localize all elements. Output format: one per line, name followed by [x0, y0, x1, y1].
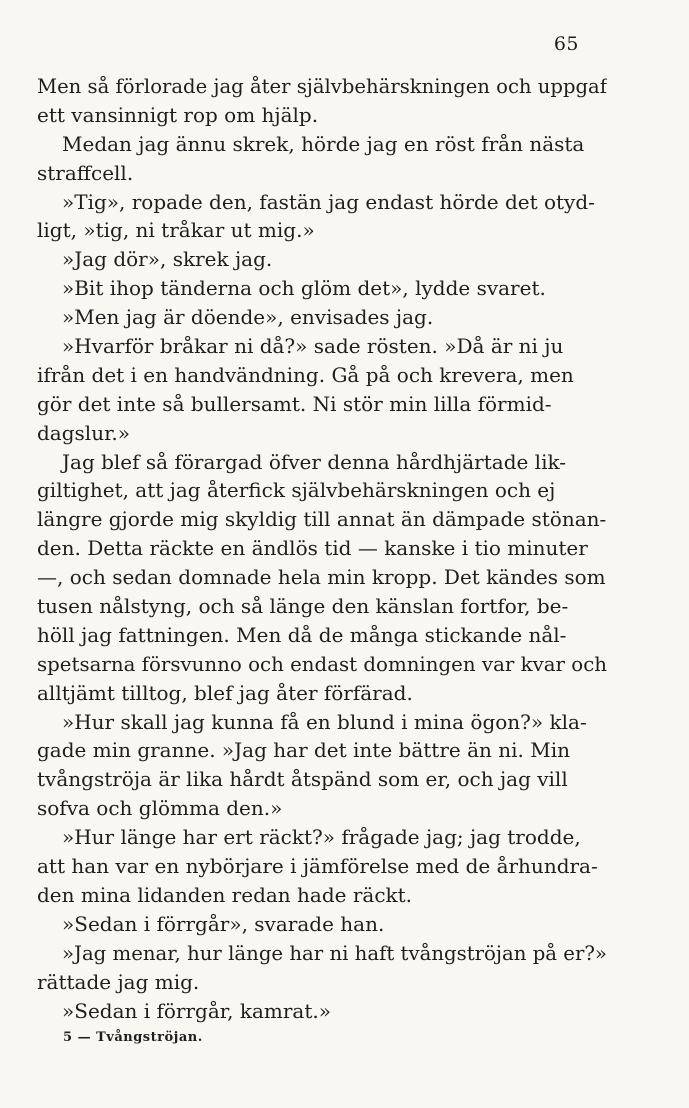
text-line: ifrån det i en handvändning. Gå på och krevera, men [37, 362, 574, 387]
text-line: »Tig», ropade den, fastän jag endast hörde det otyd- [62, 189, 595, 214]
text-line: Medan jag ännu skrek, hörde jag en röst från nästa [62, 131, 585, 156]
text-line: dagslur.» [37, 420, 131, 445]
text-line: straffcell. [37, 160, 134, 185]
text-line: ett vansinnigt rop om hjälp. [37, 102, 319, 127]
text-line: »Jag dör», skrek jag. [62, 247, 273, 272]
text-line: gade min granne. »Jag har det inte bättre än ni. Min [37, 738, 570, 763]
text-line: alltjämt tilltog, blef jag åter förfärad. [37, 680, 413, 705]
text-line: »Sedan i förrgår», svarade han. [62, 911, 385, 936]
text-line: den mina lidanden redan hade räckt. [37, 882, 413, 907]
text-line: rättade jag mig. [37, 969, 200, 994]
text-line: »Hur länge har ert räckt?» frågade jag; jag trodde, [62, 825, 581, 850]
page-number: 65 [553, 33, 579, 55]
text-line: Men så förlorade jag åter självbehärskningen och uppgaf [37, 74, 607, 98]
body-text [37, 72, 607, 1025]
text-line: »Men jag är döende», envisades jag. [62, 305, 434, 330]
text-line: ligt, »tig, ni tråkar ut mig.» [37, 218, 315, 243]
text-line: —, och sedan domnade hela min kropp. Det kändes som [37, 565, 606, 590]
text-line: »Bit ihop tänderna och glöm det», lydde svaret. [62, 276, 546, 301]
text-line: gör det inte så bullersamt. Ni stör min lilla förmid- [37, 391, 552, 416]
text-line: den. Detta räckte en ändlös tid — kanske i tio minuter [37, 536, 588, 561]
text-line: »Hvarför bråkar ni då?» sade rösten. »Då är ni ju [62, 334, 564, 359]
text-line: Jag blef så förargad öfver denna hårdhjärtade lik- [62, 449, 567, 474]
text-line: att han var en nybörjare i jämförelse med de århundra- [37, 854, 598, 879]
text-line: sofva och glömma den.» [37, 796, 283, 821]
text-line: längre gjorde mig skyldig till annat än dämpade stönan- [37, 507, 607, 532]
text-line: giltighet, att jag återfick självbehärskningen och ej [37, 478, 556, 503]
text-line: tusen nålstyng, och så länge den känslan fortfor, be- [37, 594, 569, 619]
text-line: spetsarna försvunno och endast domningen var kvar och [37, 651, 607, 676]
text-line: »Sedan i förrgår, kamrat.» [62, 998, 331, 1023]
text-line: höll jag fattningen. Men då de många stickande nål- [37, 622, 567, 647]
text-line: »Jag menar, hur länge har ni haft tvångströjan på er?» [62, 940, 607, 965]
printer-signature-mark: 5 — Tvångströjan. [63, 1030, 203, 1045]
text-line: tvångströja är lika hårdt åtspänd som er, och jag vill [37, 767, 568, 792]
text-line: »Hur skall jag kunna få en blund i mina ögon?» kla- [62, 709, 587, 734]
